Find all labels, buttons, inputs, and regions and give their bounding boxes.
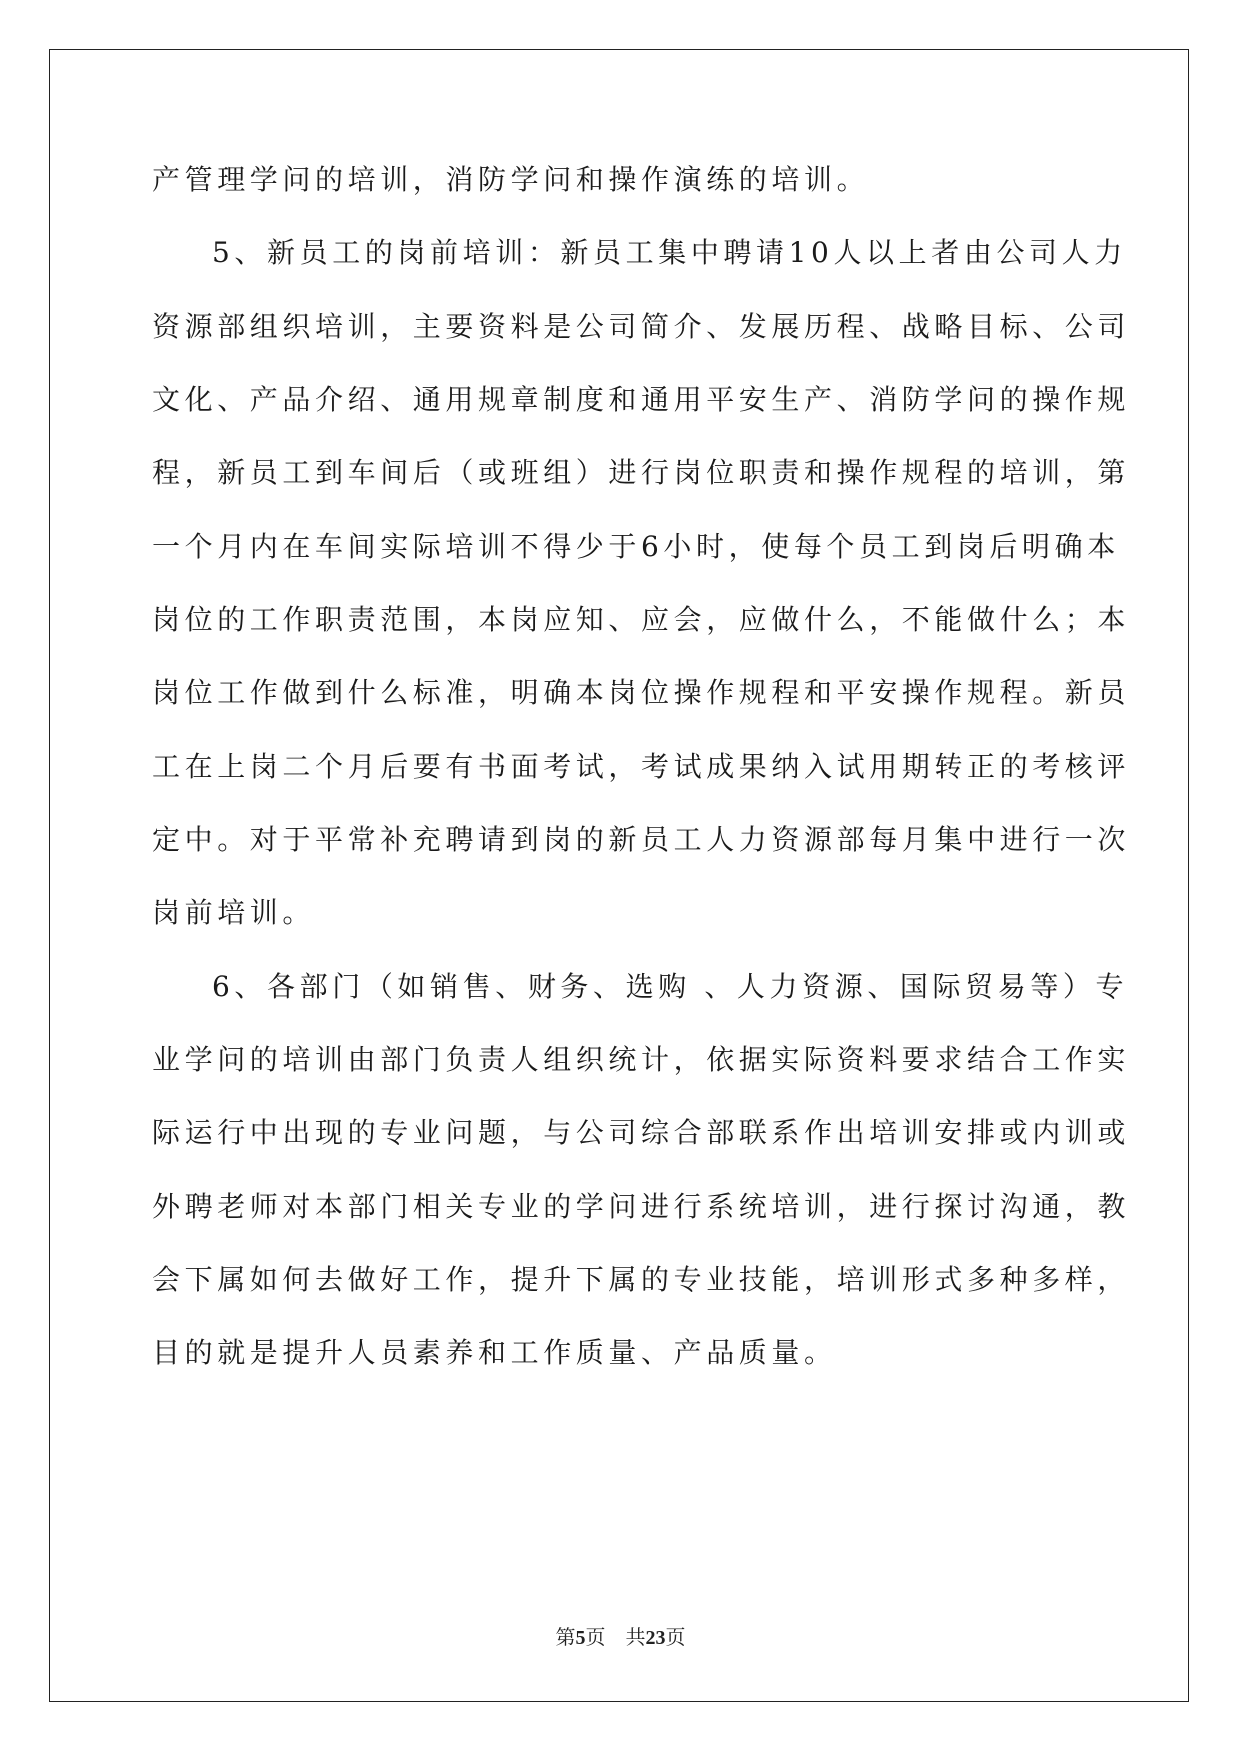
paragraph-6-start: 6、各部门（如销售、财务、选购 、人力资源、国际贸易等）专 [212, 970, 1129, 1003]
text-line: 一个月内在车间实际培训不得少于6小时，使每个员工到岗后明确本 [152, 530, 1120, 563]
text-line: 外聘老师对本部门相关专业的学问进行系统培训，进行探讨沟通，教 [152, 1190, 1131, 1223]
paragraph-5-start: 5、新员工的岗前培训：新员工集中聘请10人以上者由公司人力 [212, 236, 1127, 269]
page-suffix: 页 [585, 1627, 606, 1649]
page-prefix: 第 [555, 1627, 576, 1649]
text-line: 业学问的培训由部门负责人组织统计，依据实际资料要求结合工作实 [152, 1043, 1131, 1076]
text-line: 定中。对于平常补充聘请到岗的新员工人力资源部每月集中进行一次 [152, 823, 1131, 856]
text-line: 产管理学问的培训，消防学问和操作演练的培训。 [152, 163, 870, 196]
text-line: 文化、产品介绍、通用规章制度和通用平安生产、消防学问的操作规 [152, 383, 1131, 416]
page-border [49, 49, 1189, 1702]
text-line: 岗前培训。 [152, 896, 316, 929]
total-prefix: 共 [625, 1627, 646, 1649]
text-line: 资源部组织培训，主要资料是公司简介、发展历程、战略目标、公司 [152, 310, 1131, 343]
text-line: 际运行中出现的专业问题，与公司综合部联系作出培训安排或内训或 [152, 1116, 1131, 1149]
text-line: 岗位工作做到什么标准，明确本岗位操作规程和平安操作规程。新员 [152, 676, 1131, 709]
page-footer [0, 1624, 1241, 1652]
page-number: 5 [575, 1627, 586, 1649]
text-line: 会下属如何去做好工作，提升下属的专业技能，培训形式多种多样， [152, 1263, 1131, 1296]
text-line: 岗位的工作职责范围，本岗应知、应会，应做什么，不能做什么；本 [152, 603, 1131, 636]
text-line: 工在上岗二个月后要有书面考试，考试成果纳入试用期转正的考核评 [152, 750, 1131, 783]
total-suffix: 页 [665, 1627, 686, 1649]
total-pages: 23 [645, 1627, 666, 1649]
text-line: 目的就是提升人员素养和工作质量、产品质量。 [152, 1336, 837, 1369]
text-line: 程，新员工到车间后（或班组）进行岗位职责和操作规程的培训，第 [152, 456, 1131, 489]
